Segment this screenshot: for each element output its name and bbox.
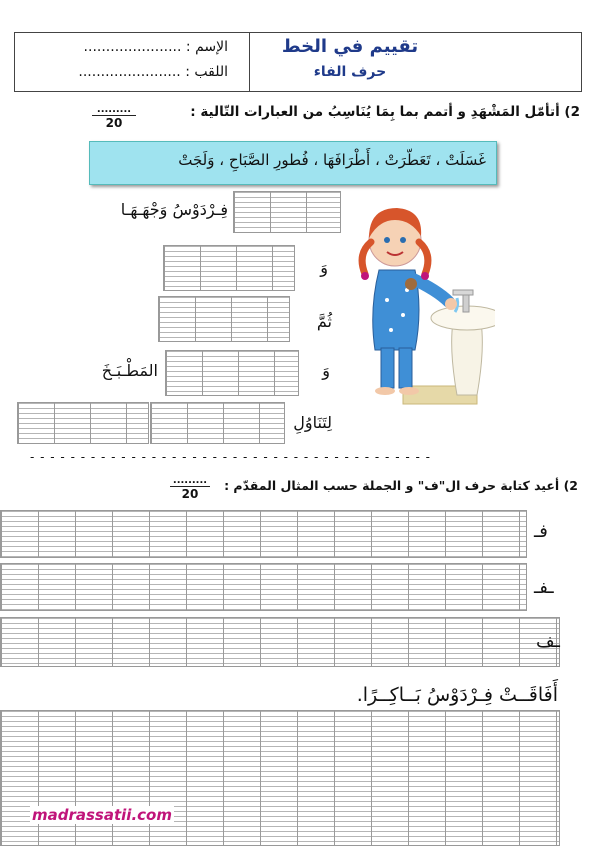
exercise1-heading (140, 104, 580, 120)
model-sentence: أَفَاقَــتْ فِـرْدَوْسُ بَــاكِــرًا. (356, 684, 558, 706)
sentence-grid[interactable] (0, 710, 560, 846)
letter-grid-1[interactable] (0, 510, 527, 558)
exercise1-score (92, 104, 136, 130)
letter-grid-2[interactable] (0, 563, 527, 611)
exercise2-score-dots: ......... (170, 475, 210, 487)
section-separator: - - - - - - - - - - - - - - - - - - - - - - - - - - - - - - - - - - - - - - - - (30, 450, 431, 464)
writing-grid-6[interactable] (17, 402, 149, 444)
page-subtitle: حرف الفاء (313, 64, 387, 80)
site-watermark: madrassatii.com (32, 806, 172, 824)
writing-grid-2[interactable] (163, 245, 295, 291)
exercise1-number: 2) (564, 104, 580, 120)
sentence-line-4: وَ (322, 361, 330, 380)
surname-field (28, 64, 228, 80)
exercise2-number: 2) (563, 478, 578, 493)
exercise1-score-total: 20 (105, 116, 123, 130)
sentence-line-6: لِتَنَاوُلِ (293, 413, 332, 432)
letter-model-3: ـف (536, 631, 560, 652)
exercise2-instruction: أعيد كتابة حرف ال"ف" و الجملة حسب المثال المقدّم : (224, 478, 560, 493)
exercise1-score-dots: ......... (92, 104, 136, 116)
sentence-line-5: المَطْـبَـخَ (101, 361, 158, 380)
writing-grid-3[interactable] (158, 296, 290, 342)
letter-model-2: ـفـ (534, 577, 554, 598)
name-field (28, 39, 228, 55)
exercise1-instruction: أتأمّل المَشْهَدِ و أتمم بما بِمَا يُنَاسِبُ من العبارات التّالية : (190, 104, 560, 120)
surname-label: اللقب : (185, 64, 228, 80)
sentence-line-2: وَ (320, 258, 328, 277)
letter-model-1: فـ (534, 521, 548, 542)
exercise2-heading (212, 478, 578, 493)
letter-grid-3[interactable] (0, 617, 560, 667)
girl-washing-illustration (345, 190, 495, 415)
exercise2-score (170, 475, 210, 501)
word-bank-text: غَسَلَتْ ، تَعَطّرَتْ ، أَطْرَافَهَا ، فُطورِ الصَّبَاحِ ، وَلَجَتْ (178, 151, 486, 169)
surname-dots: ....................... (78, 64, 181, 80)
sentence-line-1: فِـرْدَوْسُ وَجْهَـهَـا (120, 200, 228, 219)
writing-grid-5[interactable] (150, 402, 285, 444)
word-bank (89, 141, 497, 185)
writing-grid-1[interactable] (233, 191, 341, 233)
name-label: الإسم : (185, 39, 228, 55)
name-dots: ...................... (83, 39, 182, 55)
writing-grid-4[interactable] (165, 350, 299, 396)
exercise2-score-total: 20 (181, 487, 199, 501)
sentence-line-3: ثُمَّ (316, 312, 332, 331)
page-title: تقييم في الخط (281, 36, 419, 57)
